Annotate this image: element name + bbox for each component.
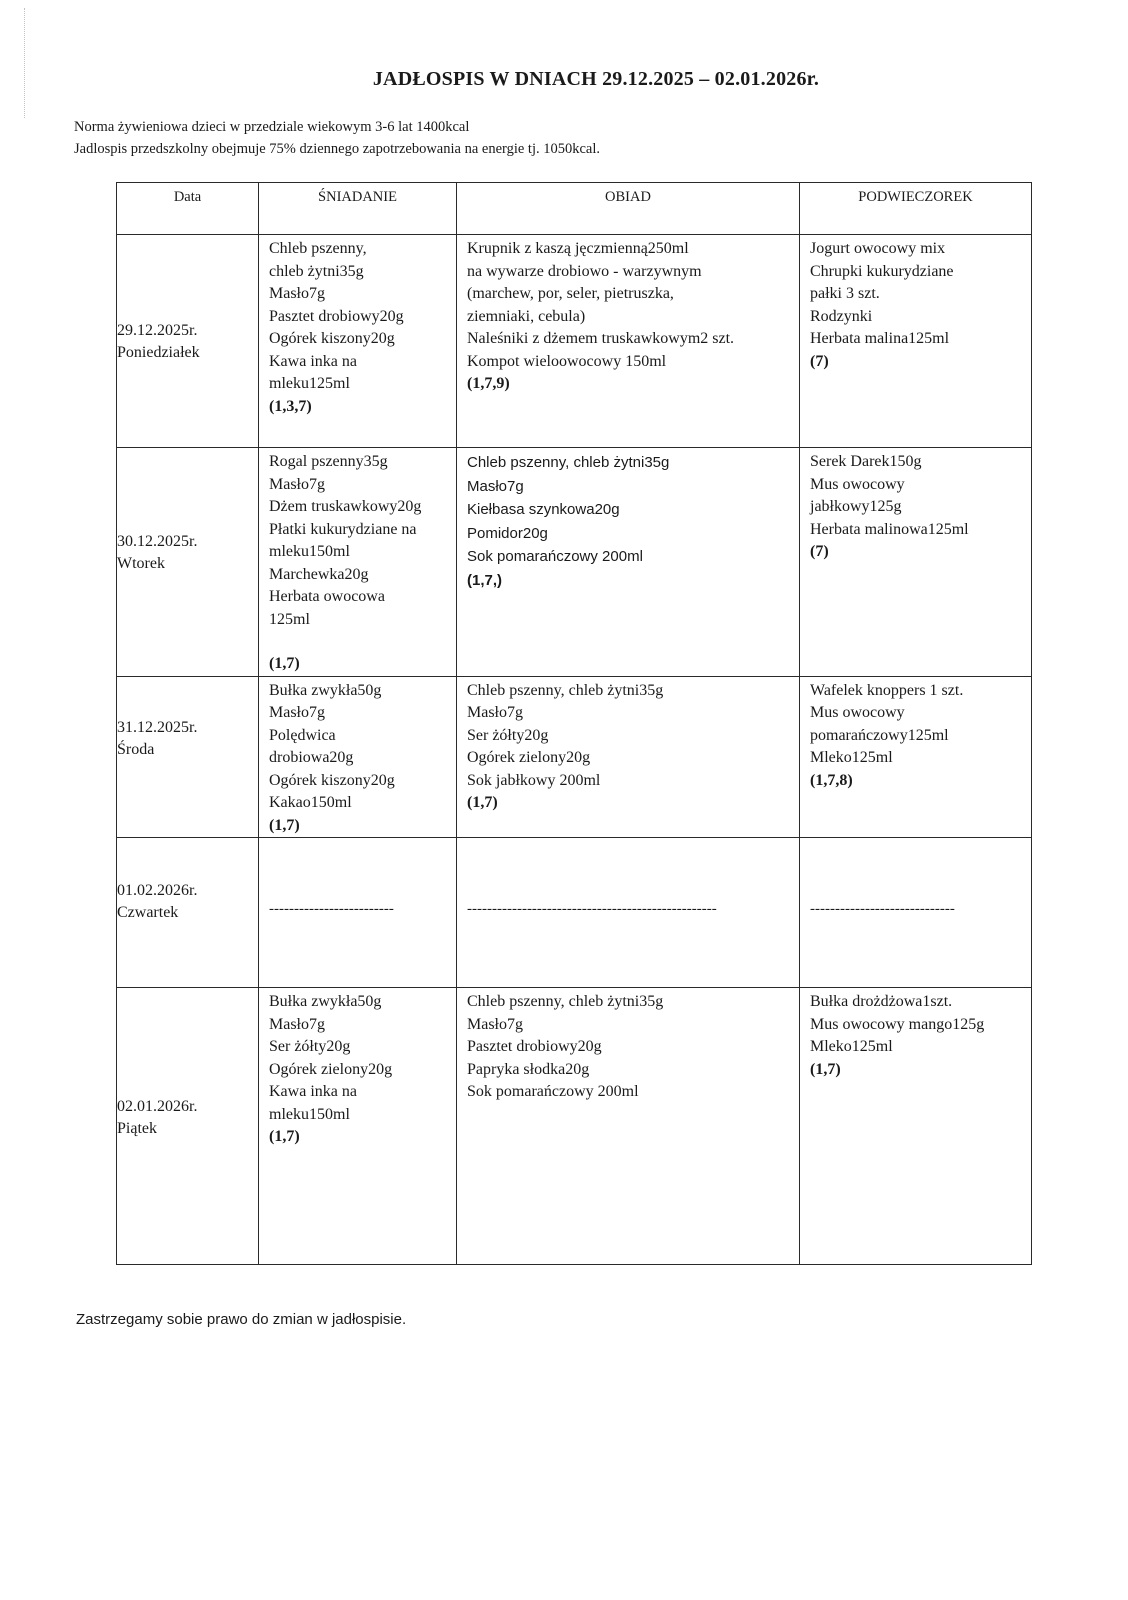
menu-item: Mus owocowy	[810, 704, 905, 721]
page-title: JADŁOSPIS W DNIACH 29.12.2025 – 02.01.2026r.	[372, 68, 820, 90]
menu-item: Rogal pszenny35g	[269, 453, 388, 470]
menu-item: Rodzynki	[810, 307, 873, 325]
header-lunch: OBIAD	[457, 183, 800, 235]
date-cell	[117, 676, 259, 838]
allergen-codes: (7)	[810, 543, 829, 560]
menu-item: Bułka zwykła50g	[269, 993, 382, 1010]
intro-line-norm: Norma żywieniowa dzieci w przedziale wiekowym 3-6 lat 1400kcal	[74, 119, 470, 135]
allergen-codes: (1,7,8)	[810, 771, 853, 789]
allergen-codes: (7)	[810, 352, 829, 370]
menu-item: Chrupki kukurydziane	[810, 262, 954, 280]
allergen-codes: (1,7)	[269, 655, 300, 672]
menu-item: (marchew, por, seler, pietruszka,	[467, 285, 674, 302]
menu-item: Masło7g	[269, 704, 325, 721]
menu-item: Mus owocowy mango125g	[810, 1015, 985, 1033]
date-cell	[117, 235, 259, 448]
menu-item: Dżem truskawkowy20g	[269, 498, 422, 515]
snack-cell	[800, 838, 1032, 988]
table-row	[117, 676, 1032, 838]
lunch-cell	[457, 988, 800, 1265]
allergen-codes: (1,7)	[269, 1128, 300, 1145]
menu-item: jabłkowy125g	[810, 498, 902, 515]
allergen-codes: (1,7)	[269, 816, 300, 834]
allergen-codes: (1,7,9)	[467, 375, 510, 392]
menu-item: Masło7g	[269, 285, 325, 302]
table-row	[117, 235, 1032, 448]
menu-item: ziemniaki, cebula)	[467, 307, 586, 325]
snack-cell	[800, 235, 1032, 448]
menu-item: Chleb pszenny, chleb żytni35g	[467, 454, 670, 471]
menu-item: Bułka zwykła50g	[269, 681, 382, 699]
table-row	[117, 838, 1032, 988]
day-name: Czwartek	[117, 904, 179, 921]
menu-item: Kompot wieloowocowy 150ml	[467, 352, 667, 370]
snack-cell	[800, 676, 1032, 838]
allergen-codes: (1,7)	[467, 794, 498, 811]
allergen-codes: (1,3,7)	[269, 397, 312, 415]
menu-item: Herbata owocowa	[269, 588, 385, 605]
breakfast-cell	[259, 448, 457, 677]
footer-note: Zastrzegamy sobie prawo do zmian w jadłospisie.	[76, 1311, 407, 1328]
day-name: Wtorek	[117, 555, 165, 572]
menu-item: Krupnik z kaszą jęczmienną250ml	[467, 240, 689, 257]
menu-item: Sok jabłkowy 200ml	[467, 771, 601, 789]
menu-item: Kiełbasa szynkowa20g	[467, 501, 620, 518]
menu-item: 125ml	[269, 610, 310, 628]
menu-item: Masło7g	[269, 1015, 325, 1033]
table-header-row	[117, 183, 1032, 235]
day-name: Środa	[117, 740, 155, 758]
date: 02.01.2026r.	[117, 1098, 198, 1115]
menu-item: Masło7g	[467, 1015, 523, 1033]
menu-item: Kawa inka na	[269, 1083, 357, 1100]
breakfast-cell	[259, 988, 457, 1265]
menu-item: Pasztet drobiowy20g	[269, 307, 404, 325]
menu-item: Mus owocowy	[810, 475, 905, 493]
empty-dash: --------------------------------------------------	[467, 901, 717, 917]
menu-item: Chleb pszenny, chleb żytni35g	[467, 681, 664, 699]
lunch-cell	[457, 676, 800, 838]
allergen-codes: (1,7)	[810, 1060, 841, 1078]
header-snack: PODWIECZOREK	[800, 183, 1032, 235]
menu-item: Masło7g	[467, 477, 524, 495]
menu-item: Pasztet drobiowy20g	[467, 1038, 602, 1055]
intro-line-coverage: Jadlospis przedszkolny obejmuje 75% dziennego zapotrzebowania na energie tj. 1050kcal.	[74, 141, 600, 157]
lunch-cell	[457, 448, 800, 677]
menu-item: Polędwica	[269, 726, 336, 744]
menu-item: Wafelek knoppers 1 szt.	[810, 681, 964, 699]
day-name: Piątek	[117, 1120, 157, 1137]
date: 29.12.2025r.	[117, 322, 198, 339]
lunch-cell	[457, 235, 800, 448]
menu-item: mleku150ml	[269, 1105, 350, 1123]
breakfast-cell	[259, 676, 457, 838]
menu-item: Herbata malinowa125ml	[810, 520, 969, 538]
menu-item: chleb żytni35g	[269, 262, 364, 280]
menu-item: Bułka drożdżowa1szt.	[810, 993, 953, 1010]
menu-item: Płatki kukurydziane na	[269, 520, 417, 538]
empty-dash: -----------------------------	[810, 901, 955, 917]
menu-item: pałki 3 szt.	[810, 285, 880, 302]
menu-item: Pomidor20g	[467, 524, 548, 542]
intro-text	[74, 116, 600, 160]
menu-item: Masło7g	[467, 704, 523, 721]
menu-table	[116, 182, 1032, 1265]
menu-item: Kawa inka na	[269, 352, 357, 370]
menu-item: mleku125ml	[269, 375, 350, 392]
date: 01.02.2026r.	[117, 882, 198, 899]
menu-item: Mleko125ml	[810, 1038, 893, 1055]
menu-item: Ogórek zielony20g	[467, 749, 591, 766]
menu-item: Marchewka20g	[269, 565, 369, 583]
menu-item: Sok pomarańczowy 200ml	[467, 548, 643, 565]
menu-item: Herbata malina125ml	[810, 330, 950, 347]
menu-item: Mleko125ml	[810, 749, 893, 766]
menu-item: Masło7g	[269, 475, 325, 493]
table-row	[117, 988, 1032, 1265]
menu-item: pomarańczowy125ml	[810, 726, 949, 744]
date: 30.12.2025r.	[117, 533, 198, 550]
date-cell	[117, 448, 259, 677]
scan-edge-artifact	[24, 8, 26, 118]
menu-item: Chleb pszenny, chleb żytni35g	[467, 993, 664, 1010]
day-name: Poniedziałek	[117, 344, 200, 361]
header-date: Data	[117, 183, 259, 235]
menu-item: Papryka słodka20g	[467, 1060, 590, 1078]
table-row	[117, 448, 1032, 677]
menu-item: Jogurt owocowy mix	[810, 240, 946, 257]
menu-item: Ogórek zielony20g	[269, 1060, 393, 1078]
menu-item: mleku150ml	[269, 543, 350, 560]
menu-item: Ogórek kiszony20g	[269, 330, 395, 347]
menu-item: Ser żółty20g	[269, 1038, 351, 1055]
menu-item: Naleśniki z dżemem truskawkowym2 szt.	[467, 330, 735, 347]
menu-item: Sok pomarańczowy 200ml	[467, 1083, 639, 1100]
breakfast-cell	[259, 838, 457, 988]
breakfast-cell	[259, 235, 457, 448]
menu-item: Ogórek kiszony20g	[269, 771, 395, 789]
menu-item: na wywarze drobiowo - warzywnym	[467, 262, 702, 280]
snack-cell	[800, 988, 1032, 1265]
menu-item: drobiowa20g	[269, 749, 354, 766]
menu-item: Serek Darek150g	[810, 453, 922, 470]
empty-dash: -------------------------	[269, 901, 394, 917]
menu-item: Chleb pszenny,	[269, 240, 367, 257]
lunch-cell	[457, 838, 800, 988]
menu-item: Kakao150ml	[269, 794, 352, 811]
menu-item: Ser żółty20g	[467, 726, 549, 744]
header-breakfast: ŚNIADANIE	[259, 183, 457, 235]
date: 31.12.2025r.	[117, 718, 198, 736]
date-cell	[117, 988, 259, 1265]
allergen-codes: (1,7,)	[467, 571, 503, 589]
snack-cell	[800, 448, 1032, 677]
date-cell	[117, 838, 259, 988]
